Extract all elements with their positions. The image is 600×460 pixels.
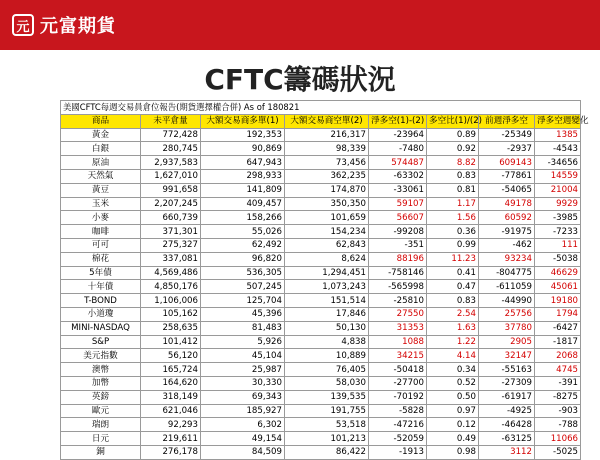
table-cell: 0.83: [427, 294, 479, 308]
table-header-row: [61, 114, 581, 128]
table-row: [61, 294, 581, 308]
table-row: [61, 432, 581, 446]
table-cell: 536,305: [201, 266, 285, 280]
table-cell: 647,943: [201, 156, 285, 170]
table-cell: 96,820: [201, 252, 285, 266]
commodity-name-cell: 黃金: [61, 128, 141, 142]
table-cell: 151,514: [285, 294, 369, 308]
column-header: 未平倉量: [141, 114, 201, 128]
table-cell: -23964: [369, 128, 427, 142]
commodity-name-cell: MINI-NASDAQ: [61, 321, 141, 335]
table-cell: 4,850,176: [141, 280, 201, 294]
table-cell: 219,611: [141, 432, 201, 446]
table-cell: -5828: [369, 404, 427, 418]
table-cell: 76,405: [285, 363, 369, 377]
table-cell: 21004: [535, 183, 581, 197]
brand-name: 元富期貨: [40, 16, 116, 37]
table-cell: 362,235: [285, 169, 369, 183]
commodity-name-cell: 玉米: [61, 197, 141, 211]
table-row: [61, 418, 581, 432]
table-cell: 609143: [479, 156, 535, 170]
table-cell: 574487: [369, 156, 427, 170]
table-cell: -7480: [369, 142, 427, 156]
table-cell: 0.34: [427, 363, 479, 377]
table-cell: 0.52: [427, 376, 479, 390]
table-cell: 660,739: [141, 211, 201, 225]
table-cell: 27550: [369, 307, 427, 321]
table-cell: 2,937,583: [141, 156, 201, 170]
table-cell: 371,301: [141, 225, 201, 239]
table-cell: 1.17: [427, 197, 479, 211]
table-row: [61, 266, 581, 280]
column-header: 大額交易商多單(1): [201, 114, 285, 128]
commodity-name-cell: 棉花: [61, 252, 141, 266]
commodity-name-cell: 天然氣: [61, 169, 141, 183]
table-cell: -47216: [369, 418, 427, 432]
table-cell: 84,509: [201, 445, 285, 459]
commodity-name-cell: 英鎊: [61, 390, 141, 404]
table-cell: 0.99: [427, 238, 479, 252]
table-cell: -5038: [535, 252, 581, 266]
table-cell: 8.82: [427, 156, 479, 170]
table-cell: -7233: [535, 225, 581, 239]
table-cell: 1.63: [427, 321, 479, 335]
column-header: 淨多空週變化: [535, 114, 581, 128]
column-header: 商品: [61, 114, 141, 128]
table-cell: 56607: [369, 211, 427, 225]
table-cell: 90,869: [201, 142, 285, 156]
table-cell: 111: [535, 238, 581, 252]
commodity-name-cell: 咖啡: [61, 225, 141, 239]
table-cell: 318,149: [141, 390, 201, 404]
table-cell: 101,213: [285, 432, 369, 446]
table-cell: 4,838: [285, 335, 369, 349]
table-cell: -4925: [479, 404, 535, 418]
table-cell: -55163: [479, 363, 535, 377]
table-cell: -788: [535, 418, 581, 432]
table-cell: 216,317: [285, 128, 369, 142]
table-cell: 17,846: [285, 307, 369, 321]
table-cell: 991,658: [141, 183, 201, 197]
commodity-name-cell: 可可: [61, 238, 141, 252]
table-cell: 1,106,006: [141, 294, 201, 308]
table-cell: 31353: [369, 321, 427, 335]
table-cell: 772,428: [141, 128, 201, 142]
table-cell: -44990: [479, 294, 535, 308]
column-header: 前週淨多空: [479, 114, 535, 128]
table-caption: 美國CFTC每週交易員倉位報告(期貨選擇權合併) As of 180821: [61, 101, 581, 115]
table-cell: 45061: [535, 280, 581, 294]
table-cell: 69,343: [201, 390, 285, 404]
table-cell: 5,926: [201, 335, 285, 349]
table-cell: -5025: [535, 445, 581, 459]
cftc-table-container: [60, 100, 589, 460]
table-row: [61, 252, 581, 266]
commodity-name-cell: 小道瓊: [61, 307, 141, 321]
column-header: 淨多空(1)-(2): [369, 114, 427, 128]
table-row: [61, 363, 581, 377]
table-cell: -3985: [535, 211, 581, 225]
table-cell: -565998: [369, 280, 427, 294]
commodity-name-cell: 5年債: [61, 266, 141, 280]
table-cell: 32147: [479, 349, 535, 363]
table-cell: 298,933: [201, 169, 285, 183]
table-cell: 59107: [369, 197, 427, 211]
table-cell: 73,456: [285, 156, 369, 170]
table-cell: -27309: [479, 376, 535, 390]
table-cell: 3112: [479, 445, 535, 459]
table-cell: 50,130: [285, 321, 369, 335]
table-cell: 409,457: [201, 197, 285, 211]
table-row: [61, 280, 581, 294]
table-cell: -70192: [369, 390, 427, 404]
table-cell: 280,745: [141, 142, 201, 156]
commodity-name-cell: 銅: [61, 445, 141, 459]
table-cell: 0.98: [427, 445, 479, 459]
table-cell: 2,207,245: [141, 197, 201, 211]
table-cell: 1.56: [427, 211, 479, 225]
table-cell: 8,624: [285, 252, 369, 266]
table-cell: 4.14: [427, 349, 479, 363]
commodity-name-cell: 十年債: [61, 280, 141, 294]
table-cell: 105,162: [141, 307, 201, 321]
column-header: 多空比(1)/(2): [427, 114, 479, 128]
table-cell: 58,030: [285, 376, 369, 390]
table-cell: -25810: [369, 294, 427, 308]
table-cell: 98,339: [285, 142, 369, 156]
table-cell: 2.54: [427, 307, 479, 321]
column-header: 大額交易商空單(2): [285, 114, 369, 128]
table-cell: 0.41: [427, 266, 479, 280]
table-cell: 139,535: [285, 390, 369, 404]
table-cell: -27700: [369, 376, 427, 390]
table-cell: 49,154: [201, 432, 285, 446]
table-row: [61, 335, 581, 349]
table-cell: 507,245: [201, 280, 285, 294]
table-cell: -50418: [369, 363, 427, 377]
table-row: [61, 445, 581, 459]
table-row: [61, 225, 581, 239]
table-row: [61, 376, 581, 390]
commodity-name-cell: 澳幣: [61, 363, 141, 377]
table-cell: -99208: [369, 225, 427, 239]
table-row: [61, 128, 581, 142]
table-cell: -391: [535, 376, 581, 390]
table-cell: 276,178: [141, 445, 201, 459]
table-row: [61, 238, 581, 252]
brand-header-bar: [0, 0, 600, 50]
table-cell: 34215: [369, 349, 427, 363]
commodity-name-cell: T-BOND: [61, 294, 141, 308]
table-cell: 37780: [479, 321, 535, 335]
commodity-name-cell: 歐元: [61, 404, 141, 418]
table-cell: 154,234: [285, 225, 369, 239]
table-cell: 621,046: [141, 404, 201, 418]
table-cell: 0.49: [427, 432, 479, 446]
table-cell: 1794: [535, 307, 581, 321]
table-cell: 165,724: [141, 363, 201, 377]
commodity-name-cell: S&P: [61, 335, 141, 349]
table-cell: 11.23: [427, 252, 479, 266]
commodity-name-cell: 小麥: [61, 211, 141, 225]
table-cell: -758146: [369, 266, 427, 280]
table-cell: 1,073,243: [285, 280, 369, 294]
table-cell: 81,483: [201, 321, 285, 335]
table-cell: 0.36: [427, 225, 479, 239]
table-cell: 60592: [479, 211, 535, 225]
table-cell: -462: [479, 238, 535, 252]
table-row: [61, 142, 581, 156]
table-cell: 258,635: [141, 321, 201, 335]
page-title: CFTC籌碼狀況: [204, 63, 396, 96]
table-cell: 337,081: [141, 252, 201, 266]
table-row: [61, 390, 581, 404]
table-cell: -46428: [479, 418, 535, 432]
table-cell: -351: [369, 238, 427, 252]
commodity-name-cell: 白銀: [61, 142, 141, 156]
table-cell: 92,293: [141, 418, 201, 432]
table-cell: 158,266: [201, 211, 285, 225]
table-cell: -52059: [369, 432, 427, 446]
table-cell: 1088: [369, 335, 427, 349]
table-cell: -61917: [479, 390, 535, 404]
table-cell: 0.83: [427, 169, 479, 183]
table-cell: -63302: [369, 169, 427, 183]
brand-logo-icon: 元: [12, 14, 34, 36]
table-cell: 46629: [535, 266, 581, 280]
table-cell: -34656: [535, 156, 581, 170]
table-cell: -6427: [535, 321, 581, 335]
table-cell: 174,870: [285, 183, 369, 197]
table-cell: 45,396: [201, 307, 285, 321]
table-cell: 56,120: [141, 349, 201, 363]
commodity-name-cell: 美元指數: [61, 349, 141, 363]
table-cell: 185,927: [201, 404, 285, 418]
table-cell: 86,422: [285, 445, 369, 459]
table-row: [61, 307, 581, 321]
table-row: [61, 197, 581, 211]
table-cell: -611059: [479, 280, 535, 294]
table-cell: 2905: [479, 335, 535, 349]
table-cell: 0.97: [427, 404, 479, 418]
table-row: [61, 404, 581, 418]
table-cell: 1.22: [427, 335, 479, 349]
table-cell: 45,104: [201, 349, 285, 363]
table-cell: 101,659: [285, 211, 369, 225]
table-row: [61, 349, 581, 363]
table-cell: -903: [535, 404, 581, 418]
table-body: [61, 128, 581, 459]
commodity-name-cell: 日元: [61, 432, 141, 446]
table-cell: -4543: [535, 142, 581, 156]
commodity-name-cell: 加幣: [61, 376, 141, 390]
commodity-name-cell: 黃豆: [61, 183, 141, 197]
table-cell: -54065: [479, 183, 535, 197]
table-cell: 1385: [535, 128, 581, 142]
table-cell: 14559: [535, 169, 581, 183]
table-cell: 55,026: [201, 225, 285, 239]
commodity-name-cell: 瑞朗: [61, 418, 141, 432]
table-cell: 11066: [535, 432, 581, 446]
table-cell: 9929: [535, 197, 581, 211]
table-cell: -1913: [369, 445, 427, 459]
table-cell: 350,350: [285, 197, 369, 211]
table-row: [61, 321, 581, 335]
table-cell: -2937: [479, 142, 535, 156]
table-cell: 192,353: [201, 128, 285, 142]
table-cell: 25,987: [201, 363, 285, 377]
table-row: [61, 169, 581, 183]
table-cell: 10,889: [285, 349, 369, 363]
table-cell: 0.50: [427, 390, 479, 404]
table-cell: -25349: [479, 128, 535, 142]
table-row: [61, 211, 581, 225]
table-cell: 191,755: [285, 404, 369, 418]
table-row: [61, 156, 581, 170]
commodity-name-cell: 原油: [61, 156, 141, 170]
table-cell: 125,704: [201, 294, 285, 308]
table-cell: 30,330: [201, 376, 285, 390]
table-cell: 93234: [479, 252, 535, 266]
table-cell: 4,569,486: [141, 266, 201, 280]
table-cell: 19180: [535, 294, 581, 308]
table-cell: 1,627,010: [141, 169, 201, 183]
table-cell: 6,302: [201, 418, 285, 432]
table-cell: 101,412: [141, 335, 201, 349]
table-row: [61, 183, 581, 197]
cftc-positions-table: [60, 100, 589, 460]
table-cell: 4745: [535, 363, 581, 377]
table-cell: 25756: [479, 307, 535, 321]
table-cell: 275,327: [141, 238, 201, 252]
table-cell: 62,843: [285, 238, 369, 252]
table-cell: 164,620: [141, 376, 201, 390]
table-cell: 49178: [479, 197, 535, 211]
table-cell: 0.81: [427, 183, 479, 197]
table-cell: -91975: [479, 225, 535, 239]
table-cell: 2068: [535, 349, 581, 363]
table-cell: 53,518: [285, 418, 369, 432]
table-cell: 0.92: [427, 142, 479, 156]
table-cell: 141,809: [201, 183, 285, 197]
table-cell: -804775: [479, 266, 535, 280]
table-cell: -33061: [369, 183, 427, 197]
table-cell: -1817: [535, 335, 581, 349]
table-cell: -63125: [479, 432, 535, 446]
table-cell: 1,294,451: [285, 266, 369, 280]
brand-logo: [12, 13, 116, 37]
table-cell: 88196: [369, 252, 427, 266]
table-cell: 0.89: [427, 128, 479, 142]
table-cell: -8275: [535, 390, 581, 404]
table-cell: -77861: [479, 169, 535, 183]
table-cell: 0.47: [427, 280, 479, 294]
table-cell: 62,492: [201, 238, 285, 252]
table-cell: 0.12: [427, 418, 479, 432]
